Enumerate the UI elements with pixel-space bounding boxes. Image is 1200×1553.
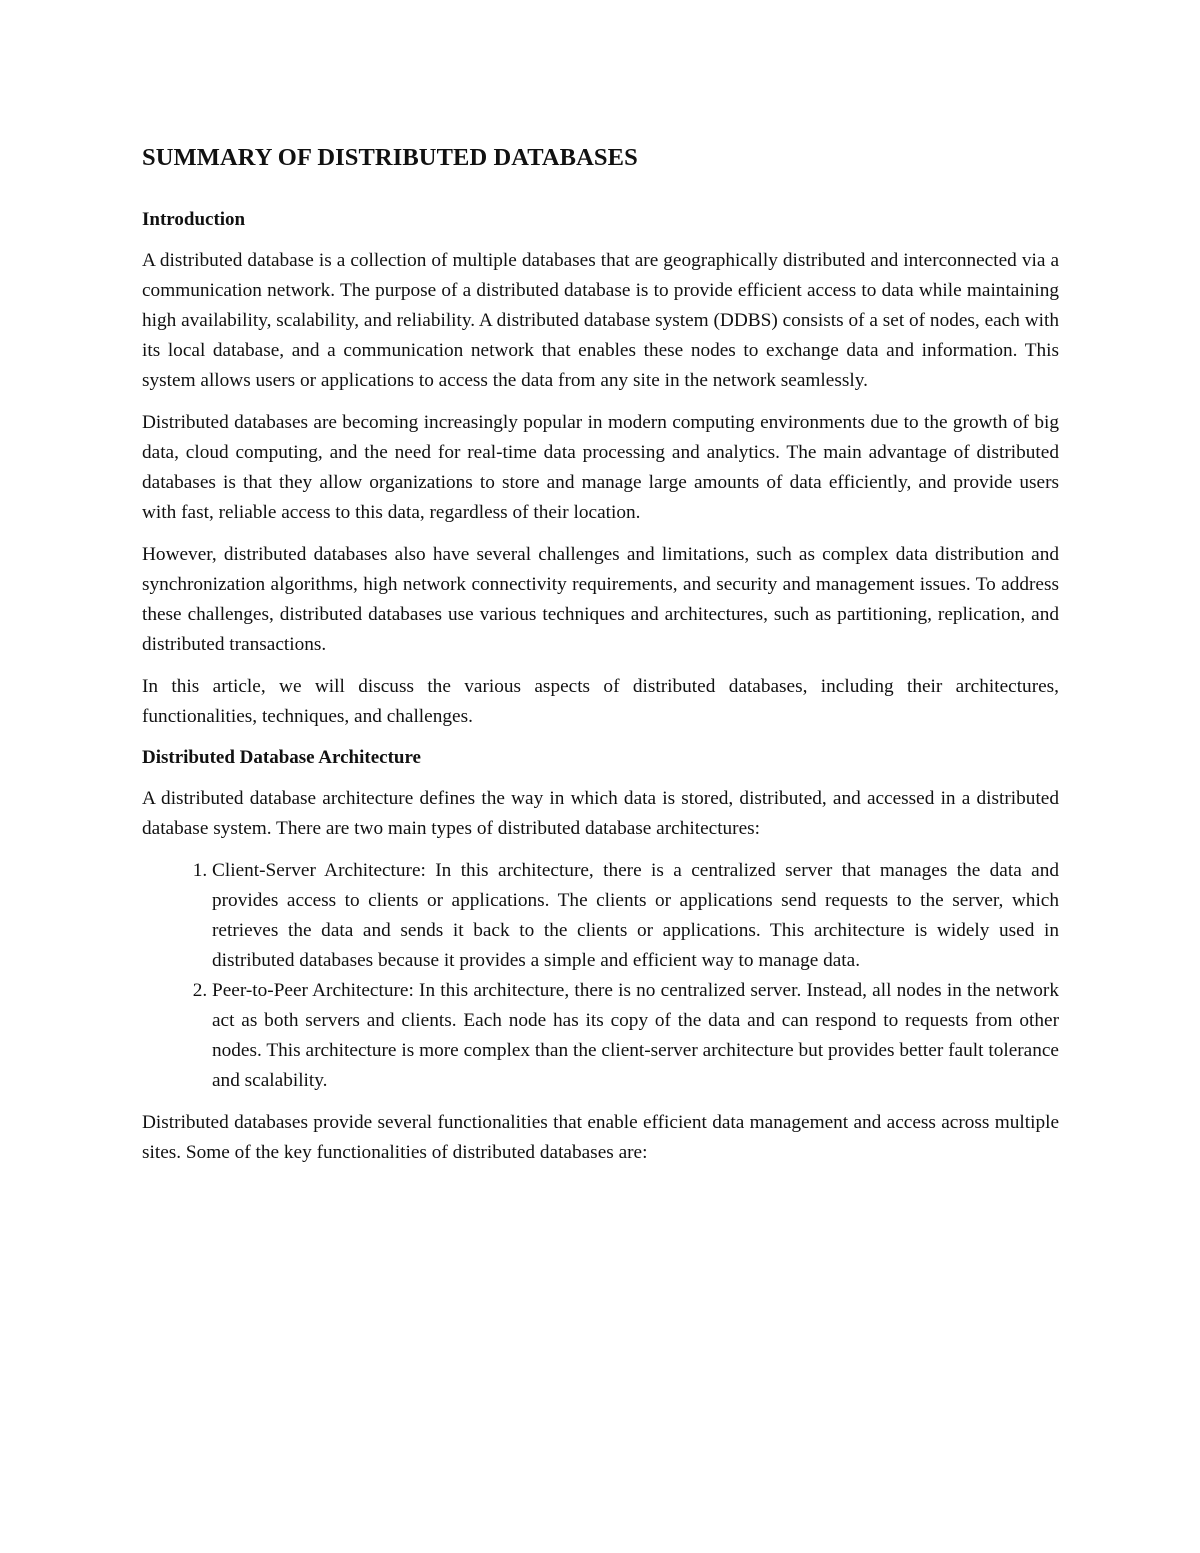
architecture-types-list [142, 856, 1059, 1096]
intro-paragraph-2: Distributed databases are becoming increasingly popular in modern computing environments due to the growth of big data, cloud computing, and the need for real-time data processing and analytics. The main advantage of distributed databases is that they allow organizations to store and manage large amounts of data efficiently, and provide users with fast, reliable access to this data, regardless of their location. [142, 412, 1059, 523]
architecture-intro-paragraph: A distributed database architecture defines the way in which data is stored, distributed, and accessed in a distributed database system. There are two main types of distributed database architectures: [142, 788, 1059, 839]
list-item-client-server: 1. Client-Server Architecture: In this architecture, there is a centralized server that manages the data and provides access to clients or applications. The clients or applications send requests to the server, which retrieves the data and sends it back to the clients or applications. This architecture is widely used in distributed databases because it provides a simple and efficient way to manage data. [212, 856, 1059, 976]
section-heading-architecture: Distributed Database Architecture [142, 747, 421, 768]
intro-paragraph-3: However, distributed databases also have several challenges and limitations, such as complex data distribution and synchronization algorithms, high network connectivity requirements, and security and management issues. To address these challenges, distributed databases use various techniques and architectures, such as partitioning, replication, and distributed transactions. [142, 544, 1059, 655]
intro-paragraph-4: In this article, we will discuss the various aspects of distributed databases, including their architectures, functionalities, techniques, and challenges. [142, 676, 1059, 727]
section-heading-introduction: Introduction [142, 209, 246, 230]
section-architecture [142, 744, 1059, 1168]
document-content [142, 140, 1059, 1180]
document-title: SUMMARY OF DISTRIBUTED DATABASES [142, 144, 638, 171]
intro-paragraph-1: A distributed database is a collection of multiple databases that are geographically distributed and interconnected via a communication network. The purpose of a distributed database is to provide efficient access to data while maintaining high availability, scalability, and reliability. A distributed database system (DDBS) consists of a set of nodes, each with its local database, and a communication network that enables these nodes to exchange data and information. This system allows users or applications to access the data from any site in the network seamlessly. [142, 250, 1059, 391]
section-introduction [142, 206, 1059, 732]
functionalities-intro-paragraph: Distributed databases provide several functionalities that enable efficient data management and access across multiple sites. Some of the key functionalities of distributed databases are: [142, 1112, 1059, 1163]
list-item-peer-to-peer: 2. Peer-to-Peer Architecture: In this architecture, there is no centralized server. Instead, all nodes in the network act as both servers and clients. Each node has its copy of the data and can respond to requests from other nodes. This architecture is more complex than the client-server architecture but provides better fault tolerance and scalability. [212, 976, 1059, 1096]
